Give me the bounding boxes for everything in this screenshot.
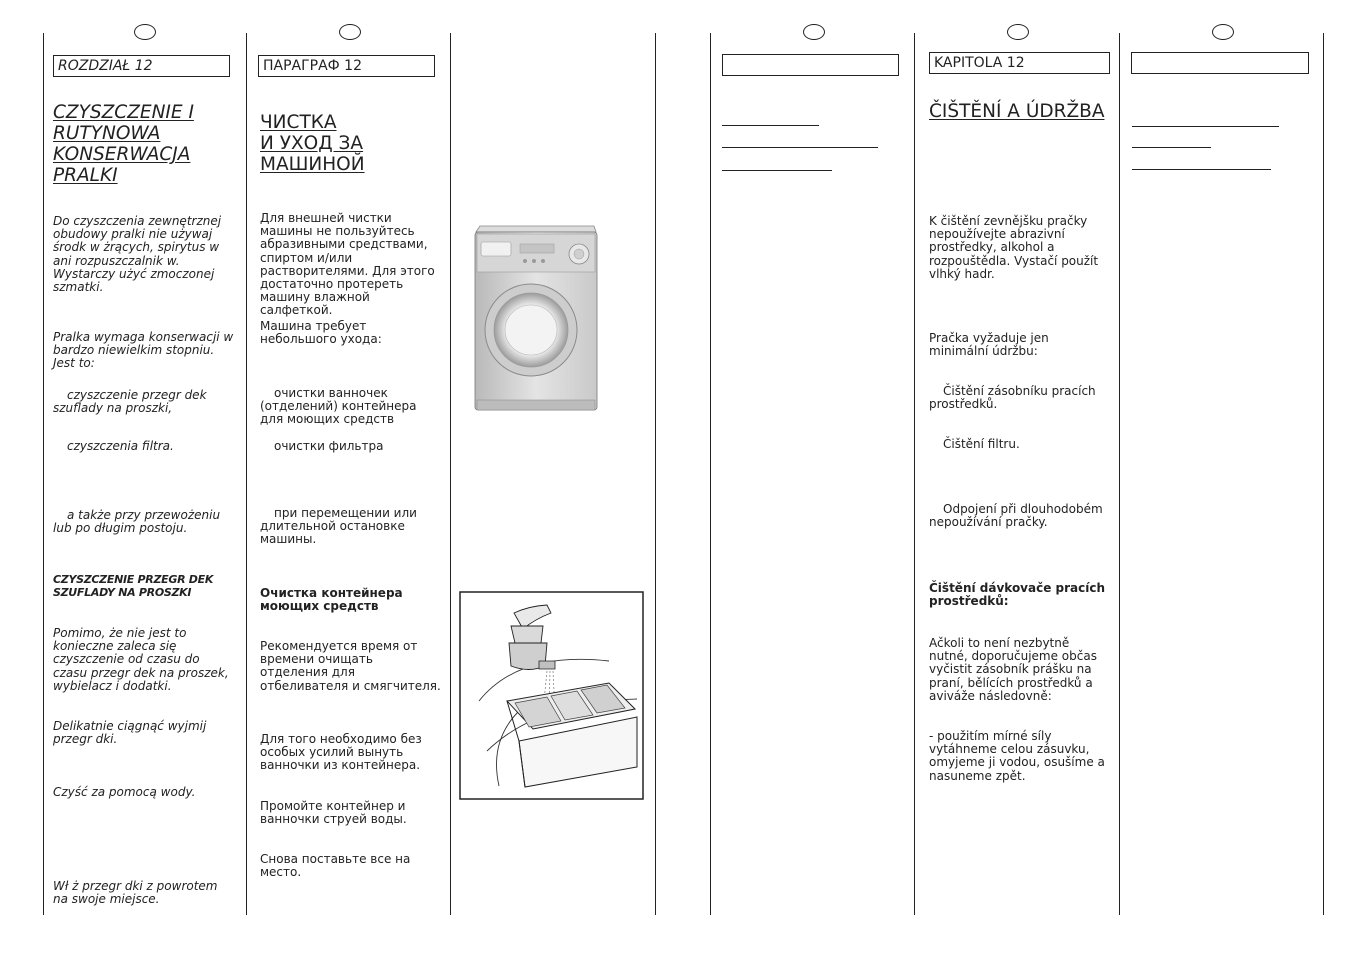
section-header-empty [722,54,899,76]
column-divider [710,33,711,915]
underline-rule [722,147,878,148]
column-divider [655,33,656,915]
detergent-drawer-icon [459,591,644,800]
paragraph: K čištění zevnějšku pračky nepoužívejte abrazivní prostředky, alkohol a rozpouštědla. Vystačí použít vlhký hadr. [929,214,1099,281]
language-mark [803,24,825,40]
list-item: czyszczenia filtra. [67,439,174,453]
subheading: Очистка контейнера моющих средств [260,586,403,614]
paragraph: Pralka wymaga konserwacji w bardzo niewielkim stopniu. Jest to: [53,330,234,371]
underline-rule [722,170,832,171]
list-item: очистки фильтра [274,439,384,453]
paragraph: Czyść za pomocą wody. [53,785,196,799]
paragraph: Wł ż przegr dki z powrotem na swoje miejsce. [53,879,218,907]
paragraph: Снова поставьте все на место. [260,852,411,880]
language-mark [1212,24,1234,40]
subheading: CZYSZCZENIE PRZEGR DEK SZUFLADY NA PROSZKI [53,573,214,600]
column-divider [914,33,915,915]
list-item: a także przy przewożeniu lub po długim postoju. [53,508,221,536]
paragraph: Машина требует небольшого ухода: [260,319,382,347]
paragraph: - použitím mírné síly vytáhneme celou zásuvku, omyjeme ji vodou, osušíme a nasuneme zpět. [929,729,1105,783]
paragraph: Pomimo, że nie jest to konieczne zaleca się czyszczenie od czasu do czasu przegr dek na proszek, wybielacz i dodatki. [53,626,229,693]
paragraph: Ačkoli to není nezbytně nutné, doporučujeme občas vyčistit zásobník prášku na praní, bělících prostředků a aviváže následovně: [929,636,1097,703]
paragraph: Для внешней чистки машины не пользуйтесь абразивными средствами, спиртом и/или растворителями. Для этого достаточно протереть машину влажной салфеткой. [260,211,435,318]
underline-rule [722,125,819,126]
language-mark [134,24,156,40]
underline-rule [1132,169,1271,170]
column-divider [43,33,44,915]
column-divider [1119,33,1120,915]
underline-rule [1132,126,1279,127]
list-item: очистки ванночек (отделений) контейнера для моющих средств [260,386,417,427]
list-item: при перемещении или длительной остановке машины. [260,506,417,547]
language-mark [1007,24,1029,40]
paragraph: Для того необходимо без особых усилий вынуть ванночки из контейнера. [260,732,422,773]
list-item: Odpojení při dlouhodobém nepoužívání pračky. [929,502,1103,530]
section-header: ROZDZIAŁ 12 [53,55,230,77]
paragraph: Рекомендуется время от времени очищать отделения для отбеливателя и смягчителя. [260,639,441,693]
section-title: CZYSZCZENIE I RUTYNOWA KONSERWACJA PRALKI [53,102,194,186]
list-item: Čištění zásobníku pracích prostředků. [929,384,1096,412]
paragraph: Delikatnie ciągnąć wyjmij przegr dki. [53,719,207,747]
section-header: ПАРАГРАФ 12 [258,55,435,77]
list-item: Čištění filtru. [943,437,1020,451]
column-divider [450,33,451,915]
subheading: Čištění dávkovače pracích prostředků: [929,581,1106,609]
paragraph: Pračka vyžaduje jen minimální údržbu: [929,331,1049,359]
column-divider [246,33,247,915]
washing-machine-icon [470,224,602,424]
language-mark [339,24,361,40]
column-divider [1323,33,1324,915]
section-header: KAPITOLA 12 [929,52,1110,74]
section-header-empty [1131,52,1309,74]
paragraph: Do czyszczenia zewnętrznej obudowy pralki nie używaj środk w żrących, spirytus w ani rozpuszczalnik w. Wystarczy użyć zmoczonej szmatki. [53,214,222,295]
section-title: ЧИСТКА И УХОД ЗА МАШИНОЙ [260,112,365,175]
section-title: ČIŠTĚNÍ A ÚDRŽBA [929,101,1105,122]
list-item: czyszczenie przegr dek szuflady na proszki, [53,388,207,416]
underline-rule [1132,147,1211,148]
paragraph: Промойте контейнер и ванночки струей воды. [260,799,407,827]
